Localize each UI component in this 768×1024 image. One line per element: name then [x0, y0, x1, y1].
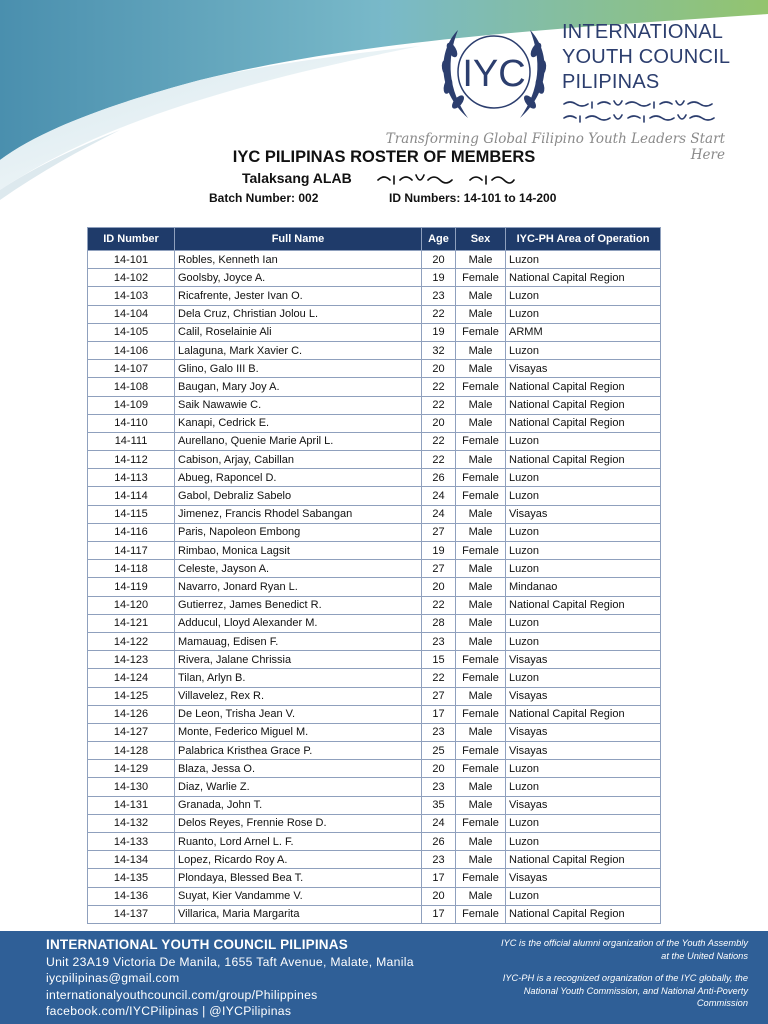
- cell-area: National Capital Region: [506, 851, 661, 869]
- table-row: [88, 542, 661, 560]
- cell-full-name: Lopez, Ricardo Roy A.: [175, 851, 422, 869]
- table-row: [88, 287, 661, 305]
- cell-area: Luzon: [506, 833, 661, 851]
- cell-sex: Male: [456, 851, 506, 869]
- footer-social-link[interactable]: facebook.com/IYCPilipinas | @IYCPilipinas: [46, 1003, 292, 1018]
- cell-area: Luzon: [506, 487, 661, 505]
- cell-sex: Female: [456, 869, 506, 887]
- cell-full-name: Gutierrez, James Benedict R.: [175, 596, 422, 614]
- cell-area: National Capital Region: [506, 269, 661, 287]
- cell-sex: Female: [456, 651, 506, 669]
- cell-id: 14-115: [88, 505, 175, 523]
- cell-age: 20: [422, 760, 456, 778]
- cell-area: Luzon: [506, 469, 661, 487]
- cell-sex: Male: [456, 396, 506, 414]
- cell-full-name: Cabison, Arjay, Cabillan: [175, 451, 422, 469]
- cell-id: 14-123: [88, 651, 175, 669]
- table-row: [88, 705, 661, 723]
- table-row: [88, 632, 661, 650]
- cell-id: 14-111: [88, 432, 175, 450]
- org-name-line: YOUTH COUNCIL: [562, 46, 731, 68]
- cell-age: 20: [422, 360, 456, 378]
- table-row: [88, 760, 661, 778]
- cell-id: 14-127: [88, 723, 175, 741]
- table-row: [88, 687, 661, 705]
- cell-age: 24: [422, 505, 456, 523]
- cell-age: 32: [422, 341, 456, 359]
- cell-full-name: Abueg, Raponcel D.: [175, 469, 422, 487]
- cell-id: 14-104: [88, 305, 175, 323]
- cell-full-name: Lalaguna, Mark Xavier C.: [175, 341, 422, 359]
- iyc-logo: [428, 20, 560, 126]
- cell-id: 14-124: [88, 669, 175, 687]
- cell-age: 22: [422, 669, 456, 687]
- table-row: [88, 851, 661, 869]
- cell-sex: Male: [456, 523, 506, 541]
- column-header-age: Age: [422, 228, 456, 251]
- table-row: [88, 505, 661, 523]
- footer: [0, 931, 768, 1024]
- cell-area: Visayas: [506, 687, 661, 705]
- cell-full-name: Mamauag, Edisen F.: [175, 632, 422, 650]
- column-header-name: Full Name: [175, 228, 422, 251]
- cell-sex: Female: [456, 323, 506, 341]
- page-title: IYC PILIPINAS ROSTER OF MEMBERS: [232, 148, 536, 166]
- column-header-sex: Sex: [456, 228, 506, 251]
- cell-age: 17: [422, 705, 456, 723]
- table-row: [88, 651, 661, 669]
- cell-age: 22: [422, 378, 456, 396]
- cell-full-name: Suyat, Kier Vandamme V.: [175, 887, 422, 905]
- cell-age: 19: [422, 542, 456, 560]
- cell-id: 14-102: [88, 269, 175, 287]
- cell-age: 17: [422, 869, 456, 887]
- cell-id: 14-109: [88, 396, 175, 414]
- cell-area: Luzon: [506, 305, 661, 323]
- footer-contact: [46, 937, 486, 1019]
- cell-full-name: Baugan, Mary Joy A.: [175, 378, 422, 396]
- column-header-id: ID Number: [88, 228, 175, 251]
- cell-id: 14-103: [88, 287, 175, 305]
- cell-age: 28: [422, 614, 456, 632]
- cell-full-name: Glino, Galo III B.: [175, 360, 422, 378]
- cell-area: National Capital Region: [506, 596, 661, 614]
- cell-area: National Capital Region: [506, 705, 661, 723]
- column-header-area: IYC-PH Area of Operation: [506, 228, 661, 251]
- cell-area: National Capital Region: [506, 396, 661, 414]
- footer-email-link[interactable]: iycpilipinas@gmail.com: [46, 971, 180, 986]
- cell-id: 14-128: [88, 742, 175, 760]
- cell-area: Mindanao: [506, 578, 661, 596]
- batch-number: Batch Number: 002: [209, 191, 319, 205]
- cell-age: 22: [422, 596, 456, 614]
- cell-sex: Female: [456, 487, 506, 505]
- cell-sex: Male: [456, 251, 506, 269]
- cell-age: 26: [422, 833, 456, 851]
- cell-id: 14-133: [88, 833, 175, 851]
- cell-sex: Male: [456, 833, 506, 851]
- footer-note: IYC is the official alumni organization of the Youth Assembly at the United Nations: [500, 938, 748, 961]
- cell-sex: Female: [456, 760, 506, 778]
- cell-area: Visayas: [506, 360, 661, 378]
- cell-area: National Capital Region: [506, 378, 661, 396]
- cell-area: Luzon: [506, 778, 661, 796]
- cell-full-name: Palabrica Kristhea Grace P.: [175, 742, 422, 760]
- cell-age: 35: [422, 796, 456, 814]
- cell-sex: Male: [456, 887, 506, 905]
- cell-sex: Male: [456, 287, 506, 305]
- footer-address: Unit 23A19 Victoria De Manila, 1655 Taft Avenue, Malate, Manila: [46, 955, 414, 969]
- cell-full-name: Dela Cruz, Christian Jolou L.: [175, 305, 422, 323]
- cell-full-name: Jimenez, Francis Rhodel Sabangan: [175, 505, 422, 523]
- cell-full-name: Monte, Federico Miguel M.: [175, 723, 422, 741]
- cell-sex: Male: [456, 414, 506, 432]
- table-row: [88, 669, 661, 687]
- table-row: [88, 414, 661, 432]
- cell-full-name: Rivera, Jalane Chrissia: [175, 651, 422, 669]
- cell-area: Visayas: [506, 505, 661, 523]
- cell-area: Luzon: [506, 523, 661, 541]
- cell-sex: Female: [456, 705, 506, 723]
- table-row: [88, 742, 661, 760]
- table-row: [88, 251, 661, 269]
- cell-sex: Male: [456, 578, 506, 596]
- cell-full-name: Ricafrente, Jester Ivan O.: [175, 287, 422, 305]
- cell-id: 14-112: [88, 451, 175, 469]
- cell-area: Luzon: [506, 669, 661, 687]
- cell-area: Luzon: [506, 814, 661, 832]
- cell-area: National Capital Region: [506, 905, 661, 923]
- cell-age: 26: [422, 469, 456, 487]
- cell-id: 14-120: [88, 596, 175, 614]
- cell-sex: Male: [456, 778, 506, 796]
- cell-age: 22: [422, 451, 456, 469]
- cell-full-name: Paris, Napoleon Embong: [175, 523, 422, 541]
- baybayin-script-graphic: [562, 98, 762, 126]
- table-row: [88, 905, 661, 923]
- cell-age: 19: [422, 323, 456, 341]
- cell-sex: Male: [456, 614, 506, 632]
- table-row: [88, 778, 661, 796]
- cell-area: Luzon: [506, 560, 661, 578]
- cell-full-name: Delos Reyes, Frennie Rose D.: [175, 814, 422, 832]
- cell-full-name: Ruanto, Lord Arnel L. F.: [175, 833, 422, 851]
- table-row: [88, 323, 661, 341]
- cell-full-name: Robles, Kenneth Ian: [175, 251, 422, 269]
- cell-id: 14-108: [88, 378, 175, 396]
- cell-id: 14-116: [88, 523, 175, 541]
- cell-age: 23: [422, 723, 456, 741]
- cell-age: 23: [422, 778, 456, 796]
- cell-id: 14-107: [88, 360, 175, 378]
- cell-area: Luzon: [506, 542, 661, 560]
- cell-full-name: Navarro, Jonard Ryan L.: [175, 578, 422, 596]
- cell-full-name: Gabol, Debraliz Sabelo: [175, 487, 422, 505]
- org-name-line: PILIPINAS: [562, 71, 660, 93]
- cell-area: National Capital Region: [506, 451, 661, 469]
- cell-age: 23: [422, 851, 456, 869]
- cell-full-name: Celeste, Jayson A.: [175, 560, 422, 578]
- cell-age: 17: [422, 905, 456, 923]
- cell-sex: Female: [456, 905, 506, 923]
- cell-full-name: Villarica, Maria Margarita: [175, 905, 422, 923]
- tagline: Transforming Global Filipino Youth Leaders Start Here: [385, 131, 725, 163]
- cell-sex: Female: [456, 269, 506, 287]
- table-row: [88, 396, 661, 414]
- cell-id: 14-126: [88, 705, 175, 723]
- table-row: [88, 487, 661, 505]
- cell-area: Luzon: [506, 887, 661, 905]
- cell-id: 14-131: [88, 796, 175, 814]
- cell-sex: Female: [456, 814, 506, 832]
- table-row: [88, 833, 661, 851]
- cell-id: 14-121: [88, 614, 175, 632]
- cell-id: 14-110: [88, 414, 175, 432]
- cell-age: 20: [422, 251, 456, 269]
- cell-age: 19: [422, 269, 456, 287]
- footer-org-name: INTERNATIONAL YOUTH COUNCIL PILIPINAS: [46, 937, 348, 952]
- cell-area: Luzon: [506, 341, 661, 359]
- cell-full-name: Granada, John T.: [175, 796, 422, 814]
- cell-area: Luzon: [506, 432, 661, 450]
- cell-full-name: Villavelez, Rex R.: [175, 687, 422, 705]
- cell-area: National Capital Region: [506, 414, 661, 432]
- cell-sex: Male: [456, 796, 506, 814]
- cell-full-name: Diaz, Warlie Z.: [175, 778, 422, 796]
- cell-sex: Male: [456, 305, 506, 323]
- cell-area: Visayas: [506, 742, 661, 760]
- cell-area: Visayas: [506, 869, 661, 887]
- table-row: [88, 796, 661, 814]
- table-header-row: [88, 228, 661, 251]
- cell-id: 14-101: [88, 251, 175, 269]
- cell-full-name: Adducul, Lloyd Alexander M.: [175, 614, 422, 632]
- cell-sex: Female: [456, 469, 506, 487]
- cell-sex: Male: [456, 632, 506, 650]
- table-row: [88, 596, 661, 614]
- cell-full-name: Saik Nawawie C.: [175, 396, 422, 414]
- subtitle: Talaksang ALAB: [242, 170, 352, 186]
- cell-age: 20: [422, 578, 456, 596]
- cell-sex: Female: [456, 432, 506, 450]
- cell-full-name: Goolsby, Joyce A.: [175, 269, 422, 287]
- cell-sex: Female: [456, 669, 506, 687]
- table-row: [88, 469, 661, 487]
- cell-id: 14-105: [88, 323, 175, 341]
- cell-full-name: Calil, Roselainie Ali: [175, 323, 422, 341]
- table-row: [88, 378, 661, 396]
- org-name: [562, 20, 762, 95]
- cell-full-name: Blaza, Jessa O.: [175, 760, 422, 778]
- cell-id: 14-119: [88, 578, 175, 596]
- org-name-line: INTERNATIONAL: [562, 21, 724, 43]
- cell-sex: Male: [456, 687, 506, 705]
- cell-age: 22: [422, 305, 456, 323]
- cell-sex: Female: [456, 742, 506, 760]
- cell-id: 14-113: [88, 469, 175, 487]
- cell-id: 14-114: [88, 487, 175, 505]
- id-range: ID Numbers: 14-101 to 14-200: [389, 191, 557, 205]
- cell-full-name: Tilan, Arlyn B.: [175, 669, 422, 687]
- cell-full-name: Aurellano, Quenie Marie April L.: [175, 432, 422, 450]
- cell-id: 14-132: [88, 814, 175, 832]
- cell-sex: Male: [456, 560, 506, 578]
- cell-area: Visayas: [506, 796, 661, 814]
- cell-area: Visayas: [506, 651, 661, 669]
- cell-age: 24: [422, 814, 456, 832]
- cell-age: 22: [422, 396, 456, 414]
- cell-full-name: Plondaya, Blessed Bea T.: [175, 869, 422, 887]
- cell-area: Luzon: [506, 760, 661, 778]
- cell-area: Visayas: [506, 723, 661, 741]
- cell-age: 25: [422, 742, 456, 760]
- cell-id: 14-129: [88, 760, 175, 778]
- footer-notes: [498, 937, 748, 1020]
- cell-full-name: Kanapi, Cedrick E.: [175, 414, 422, 432]
- cell-age: 23: [422, 287, 456, 305]
- table-row: [88, 451, 661, 469]
- cell-sex: Male: [456, 360, 506, 378]
- cell-area: Luzon: [506, 251, 661, 269]
- cell-id: 14-118: [88, 560, 175, 578]
- cell-sex: Male: [456, 596, 506, 614]
- cell-id: 14-135: [88, 869, 175, 887]
- cell-id: 14-134: [88, 851, 175, 869]
- cell-age: 20: [422, 887, 456, 905]
- cell-age: 27: [422, 560, 456, 578]
- cell-age: 20: [422, 414, 456, 432]
- table-row: [88, 432, 661, 450]
- cell-area: ARMM: [506, 323, 661, 341]
- cell-id: 14-130: [88, 778, 175, 796]
- cell-area: Luzon: [506, 632, 661, 650]
- cell-age: 27: [422, 687, 456, 705]
- cell-age: 15: [422, 651, 456, 669]
- cell-id: 14-117: [88, 542, 175, 560]
- cell-sex: Male: [456, 451, 506, 469]
- table-row: [88, 814, 661, 832]
- cell-full-name: Rimbao, Monica Lagsit: [175, 542, 422, 560]
- cell-id: 14-125: [88, 687, 175, 705]
- footer-website-link[interactable]: internationalyouthcouncil.com/group/Philippines: [46, 987, 318, 1002]
- cell-sex: Male: [456, 723, 506, 741]
- cell-age: 22: [422, 432, 456, 450]
- cell-age: 27: [422, 523, 456, 541]
- table-row: [88, 723, 661, 741]
- table-row: [88, 560, 661, 578]
- baybayin-subtitle-graphic: [376, 170, 516, 188]
- cell-area: Luzon: [506, 614, 661, 632]
- cell-age: 23: [422, 632, 456, 650]
- cell-id: 14-136: [88, 887, 175, 905]
- table-row: [88, 523, 661, 541]
- cell-sex: Female: [456, 542, 506, 560]
- cell-id: 14-122: [88, 632, 175, 650]
- table-row: [88, 360, 661, 378]
- cell-full-name: De Leon, Trisha Jean V.: [175, 705, 422, 723]
- cell-id: 14-106: [88, 341, 175, 359]
- table-row: [88, 887, 661, 905]
- table-row: [88, 578, 661, 596]
- table-row: [88, 614, 661, 632]
- table-row: [88, 269, 661, 287]
- cell-sex: Male: [456, 341, 506, 359]
- roster-table: [87, 227, 661, 924]
- cell-area: Luzon: [506, 287, 661, 305]
- cell-age: 24: [422, 487, 456, 505]
- table-row: [88, 305, 661, 323]
- cell-id: 14-137: [88, 905, 175, 923]
- cell-sex: Male: [456, 505, 506, 523]
- table-row: [88, 341, 661, 359]
- table-row: [88, 869, 661, 887]
- cell-sex: Female: [456, 378, 506, 396]
- logo-letters: IYC: [462, 53, 526, 95]
- footer-note: IYC-PH is a recognized organization of the IYC globally, the National Youth Commission, and National Anti-Poverty Commission: [502, 973, 748, 1008]
